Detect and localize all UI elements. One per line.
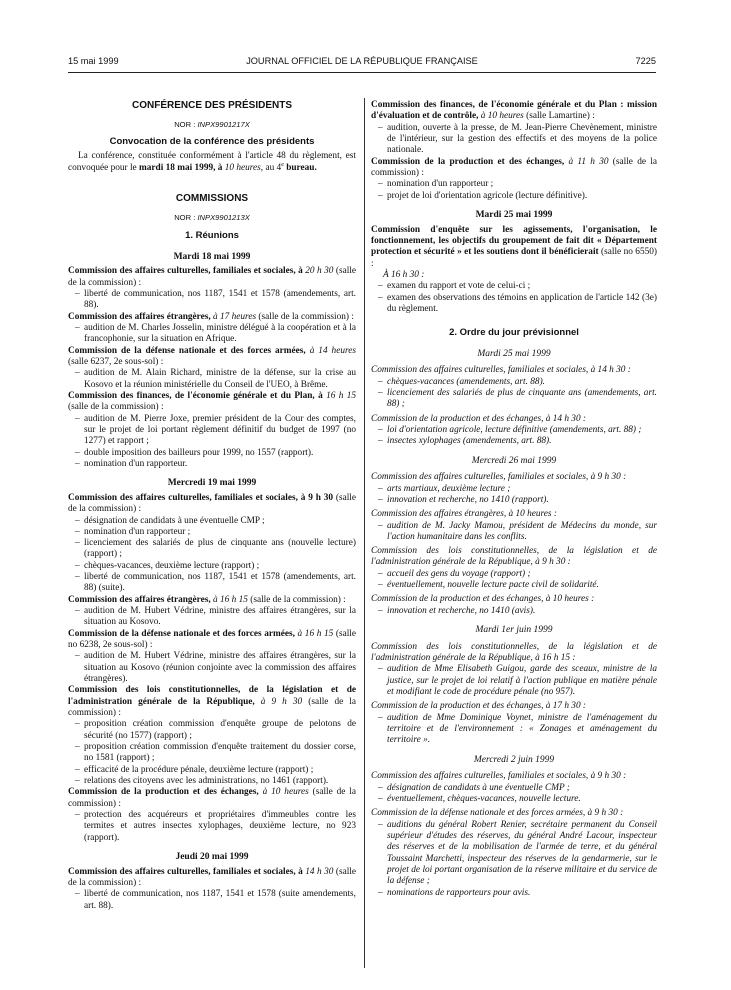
conference-nor: NOR : INPX9901217X bbox=[174, 120, 250, 130]
agenda-list bbox=[371, 123, 657, 157]
commission-entry: Commission des finances, de l'économie générale et du Plan, à 16 h 15 (salle de la commission) : bbox=[68, 390, 357, 413]
header-journal-title: JOURNAL OFFICIEL DE LA RÉPUBLIQUE FRANÇAISE bbox=[246, 56, 478, 66]
agenda-item: – désignation de candidats à une éventuelle CMP ; bbox=[387, 783, 657, 794]
commission-entry: Commission des finances, de l'économie générale et du Plan : mission d'évaluation et de contrôle, à 10 heures (salle Lamartine) : bbox=[371, 100, 657, 122]
agenda-item: – relations des citoyens avec les administrations, no 1461 (rapport). bbox=[84, 776, 356, 787]
agenda-item: – protection des acquéreurs et propriétaires d'immeubles contre les termites et autres insectes xylophages, deuxième lecture, no 923 (rapport). bbox=[84, 810, 356, 844]
agenda-list bbox=[68, 368, 356, 391]
conference-subtitle: Convocation de la conférence des présidents bbox=[109, 136, 315, 148]
agenda-item: – audition de M. Alain Richard, ministre de la défense, sur la crise au Kosovo et la réunion ministérielle du Conseil de l'UEO, à Brême. bbox=[84, 368, 356, 391]
agenda-item: – audition de M. Charles Josselin, ministre délégué à la coopération et à la francophonie, sur la situation en Afrique. bbox=[84, 323, 356, 346]
agenda-list bbox=[68, 719, 356, 787]
agenda-item: – insectes xylophages (amendements, art. 88). bbox=[387, 436, 657, 447]
agenda-item: – éventuellement, chèques-vacances, nouvelle lecture. bbox=[387, 794, 657, 805]
commission-entry: Commission d'enquête sur les agissements, l'organisation, le fonctionnement, les objectifs du groupement de fait dit « Département protection et sécurité » et les soutiens dont il bénéficierait (salle no 6550) : bbox=[371, 224, 657, 269]
agenda-item: – accueil des gens du voyage (rapport) ; bbox=[387, 569, 657, 580]
agenda-item: – double imposition des bailleurs pour 1999, no 1557 (rapport). bbox=[84, 448, 356, 459]
agenda-list bbox=[371, 820, 657, 899]
agenda-list bbox=[68, 889, 356, 912]
date-heading: Mardi 25 mai 1999 bbox=[477, 348, 551, 359]
agenda-item: – innovation et recherche, no 1410 (rapport). bbox=[387, 495, 657, 506]
agenda-list bbox=[371, 569, 657, 592]
agenda-item: – licenciement des salariés de plus de cinquante ans (nouvelle lecture) (rapport) ; bbox=[84, 538, 356, 561]
agenda-list bbox=[68, 651, 356, 685]
agenda-item: – liberté de communication, nos 1187, 1541 et 1578 (amendements, art. 88) (suite). bbox=[84, 572, 356, 595]
header-date: 15 mai 1999 bbox=[68, 56, 119, 66]
agenda-item: – liberté de communication, nos 1187, 1541 et 1578 (suite amendements, art. 88). bbox=[84, 889, 356, 912]
section-reunions: 1. Réunions bbox=[185, 230, 239, 242]
commission-entry: Commission des affaires culturelles, familiales et sociales, à 9 h 30 (salle de la commission) : bbox=[68, 492, 356, 515]
agenda-item: – nomination d'un rapporteur. bbox=[84, 459, 356, 470]
agenda-list bbox=[68, 289, 356, 312]
agenda-list bbox=[371, 606, 657, 617]
commission-entry: Commission des affaires culturelles, familiales et sociales, à 14 h 30 (salle de la commission) : bbox=[68, 866, 356, 888]
agenda-item: – audition, ouverte à la presse, de M. Jean-Pierre Chevènement, ministre de l'intérieur, sur la gestion des effectifs et des moyens de la police nationale. bbox=[387, 123, 657, 157]
commission-entry: Commission des lois constitutionnelles, de la législation et de l'administration générale de la République, à 16 h 15 : bbox=[371, 641, 657, 664]
agenda-list bbox=[68, 516, 356, 595]
commission-entry: Commission de la production et des échanges, à 14 h 30 : bbox=[371, 413, 587, 424]
commission-entry: Commission de la production et des échanges, à 11 h 30 (salle de la commission) : bbox=[371, 156, 657, 178]
right-column bbox=[371, 100, 657, 899]
header-rule bbox=[68, 72, 656, 73]
agenda-item: – chèques-vacances, deuxième lecture (rapport) ; bbox=[84, 561, 356, 572]
agenda-item: – nomination d'un rapporteur ; bbox=[387, 179, 657, 190]
agenda-list bbox=[371, 713, 657, 747]
commissions-title: COMMISSIONS bbox=[175, 192, 249, 204]
agenda-item: – nominations de rapporteurs pour avis. bbox=[387, 888, 657, 899]
date-heading: Mercredi 19 mai 1999 bbox=[167, 478, 257, 489]
agenda-item: – efficacité de la procédure pénale, deuxième lecture (rapport) ; bbox=[84, 765, 356, 776]
agenda-list bbox=[371, 783, 657, 806]
agenda-item: – projet de loi d'orientation agricole (lecture définitive). bbox=[387, 191, 657, 202]
agenda-item: – proposition création commission d'enquête groupe de pelotons de sécurité (no 1577) (rapport) ; bbox=[84, 719, 356, 742]
commission-entry: Commission de la production et des échanges, à 10 heures : bbox=[371, 594, 595, 605]
agenda-list bbox=[371, 377, 657, 411]
commission-entry: Commission des affaires culturelles, familiales et sociales, à 9 h 30 : bbox=[371, 472, 627, 483]
commission-entry: Commission des affaires culturelles, familiales et sociales, à 9 h 30 : bbox=[371, 771, 627, 782]
agenda-item: – audition de M. Jacky Mamou, président de Médecins du monde, sur l'action humanitaire dans les conflits. bbox=[387, 521, 657, 544]
date-heading: Mardi 18 mai 1999 bbox=[173, 251, 251, 262]
agenda-item: – liberté de communication, nos 1187, 1541 et 1578 (amendements, art. 88). bbox=[84, 289, 356, 312]
agenda-item: – désignation de candidats à une éventuelle CMP ; bbox=[84, 516, 356, 527]
agenda-item: – arts martiaux, deuxième lecture ; bbox=[387, 484, 657, 495]
agenda-list bbox=[68, 414, 356, 471]
commission-entry: Commission de la défense nationale et des forces armées, à 14 heures (salle 6237, 2e sous-sol) : bbox=[68, 345, 356, 367]
agenda-list bbox=[371, 425, 657, 448]
agenda-item: – auditions du général Robert Renier, secrétaire permanent du Conseil supérieur d'études des réserves, du général André Lacour, inspecteur des réserves et de la mobilisation de l'armée de terre, et du général Toussaint Marchetti, inspecteur des réserves de la gendarmerie, sur le projet de loi portant organisation de la réserve militaire et du service de la défense ; bbox=[387, 820, 657, 888]
commission-entry: Commission des lois constitutionnelles, de la législation et de l'administration générale de la République, à 9 h 30 : bbox=[371, 546, 657, 568]
agenda-list bbox=[371, 281, 657, 315]
agenda-item: – innovation et recherche, no 1410 (avis). bbox=[387, 606, 657, 617]
agenda-item: – audition de Mme Elisabeth Guigou, garde des sceaux, ministre de la justice, sur le projet de loi relatif à l'action publique en matière pénale et modifiant le code de procédure pénale (no 957). bbox=[387, 664, 657, 698]
agenda-item: – examen du rapport et vote de celui-ci ; bbox=[387, 281, 657, 292]
time-label: À 16 h 30 : bbox=[383, 269, 425, 280]
column-divider bbox=[364, 98, 365, 968]
agenda-list bbox=[371, 179, 657, 202]
agenda-item: – proposition création commission d'enquête traitement du dossier corse, no 1581 (rapport) ; bbox=[84, 742, 356, 765]
conference-text: La conférence, constituée conformément à l'article 48 du règlement, est convoquée pour le mardi 18 mai 1999, à 10 heures, au 4e bureau. bbox=[68, 151, 356, 174]
agenda-item: – chèques-vacances (amendements, art. 88). bbox=[387, 377, 657, 388]
commission-entry: Commission des affaires étrangères, à 16 h 15 (salle de la commission) : bbox=[68, 594, 346, 605]
agenda-item: – audition de Mme Dominique Voynet, ministre de l'aménagement du territoire et de l'environnement : « Zonages et aménagement du territoire ». bbox=[387, 713, 657, 747]
commission-entry: Commission de la défense nationale et des forces armées, à 9 h 30 : bbox=[371, 808, 624, 819]
agenda-list bbox=[68, 606, 356, 629]
agenda-item: – nomination d'un rapporteur ; bbox=[84, 527, 356, 538]
agenda-item: – examen des observations des témoins en application de l'article 142 (3e) du règlement. bbox=[387, 293, 657, 316]
agenda-item: – éventuellement, nouvelle lecture pacte civil de solidarité. bbox=[387, 580, 657, 591]
commission-entry: Commission des affaires culturelles, familiales et sociales, à 14 h 30 : bbox=[371, 365, 631, 376]
commissions-nor: NOR : INPX9901213X bbox=[174, 212, 250, 222]
date-heading: Mardi 1er juin 1999 bbox=[475, 625, 553, 636]
left-column bbox=[68, 100, 356, 912]
section-ordre-du-jour: 2. Ordre du jour prévisionnel bbox=[449, 327, 579, 339]
agenda-list bbox=[371, 484, 657, 507]
commission-entry: Commission des affaires étrangères, à 10 heures : bbox=[371, 509, 557, 520]
date-heading: Mercredi 2 juin 1999 bbox=[473, 754, 555, 765]
agenda-list bbox=[371, 664, 657, 698]
commission-entry: Commission de la production et des échanges, à 10 heures (salle de la commission) : bbox=[68, 787, 356, 809]
date-heading: Jeudi 20 mai 1999 bbox=[175, 852, 249, 863]
page-header bbox=[68, 56, 656, 70]
agenda-list bbox=[371, 521, 657, 544]
agenda-item: – audition de M. Hubert Védrine, ministre des affaires étrangères, sur la situation au Kosovo. bbox=[84, 606, 356, 629]
agenda-list bbox=[68, 810, 356, 844]
header-page-number: 7225 bbox=[635, 56, 656, 66]
commission-entry: Commission des affaires étrangères, à 17 heures (salle de la commission) : bbox=[68, 311, 354, 322]
commission-entry: Commission des lois constitutionnelles, de la législation et de l'administration générale de la République, à 9 h 30 (salle de la commission) : bbox=[68, 685, 357, 719]
date-heading: Mardi 25 mai 1999 bbox=[475, 209, 553, 220]
agenda-item: – loi d'orientation agricole, lecture définitive (amendements, art. 88) ; bbox=[387, 425, 657, 436]
commission-entry: Commission de la défense nationale et des forces armées, à 16 h 15 (salle no 6238, 2e sous-sol) : bbox=[68, 628, 356, 651]
commission-entry: Commission des affaires culturelles, familiales et sociales, à 20 h 30 (salle de la commission) : bbox=[68, 266, 356, 288]
commission-entry: Commission de la production et des échanges, à 17 h 30 : bbox=[371, 701, 587, 712]
agenda-item: – licenciement des salariés de plus de cinquante ans (amendements, art. 88) ; bbox=[387, 388, 657, 411]
agenda-item: – audition de M. Pierre Joxe, premier président de la Cour des comptes, sur le projet de loi portant règlement définitif du budget de 1997 (no 1277) et rapport ; bbox=[84, 414, 356, 448]
agenda-item: – audition de M. Hubert Védrine, ministre des affaires étrangères, sur la situation au Kosovo (réunion conjointe avec la commission des affaires étrangères). bbox=[84, 651, 356, 685]
agenda-list bbox=[68, 323, 356, 346]
conference-title: CONFÉRENCE DES PRÉSIDENTS bbox=[131, 100, 293, 111]
date-heading: Mercredi 26 mai 1999 bbox=[471, 455, 557, 466]
